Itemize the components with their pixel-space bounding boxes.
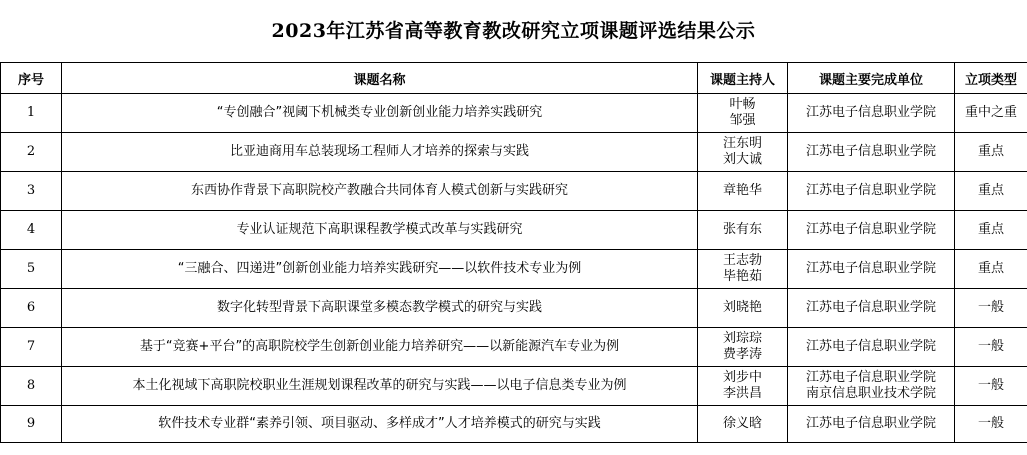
host-name: 刘晓艳 (722, 300, 762, 315)
header-host: 课题主持人 (698, 63, 788, 94)
row-hosts (698, 211, 788, 250)
row-hosts (698, 367, 788, 406)
host-name: 章艳华 (722, 183, 762, 198)
row-topic: 本土化视域下高职院校职业生涯规划课程改革的研究与实践——以电子信息类专业为例 (62, 367, 698, 406)
unit-name: 江苏电子信息职业学院 (805, 300, 936, 315)
row-hosts (698, 133, 788, 172)
unit-name: 江苏电子信息职业学院 (805, 144, 936, 159)
row-units (788, 406, 955, 443)
row-hosts (698, 94, 788, 133)
host-name: 邹强 (729, 113, 756, 128)
row-units (788, 172, 955, 211)
row-units (788, 328, 955, 367)
unit-name: 江苏电子信息职业学院 (805, 105, 936, 120)
unit-name: 江苏电子信息职业学院 (805, 183, 936, 198)
row-index: 5 (1, 250, 62, 289)
table-row (1, 211, 1027, 250)
host-name: 张有东 (722, 222, 762, 237)
row-topic: 软件技术专业群“素养引领、项目驱动、多样成才”人才培养模式的研究与实践 (62, 406, 698, 443)
row-units (788, 133, 955, 172)
unit-name: 江苏电子信息职业学院 (805, 339, 936, 354)
table-row (1, 406, 1027, 443)
row-hosts (698, 172, 788, 211)
row-topic: “三融合、四递进”创新创业能力培养实践研究——以软件技术专业为例 (62, 250, 698, 289)
row-hosts (698, 250, 788, 289)
row-type: 一般 (955, 289, 1027, 328)
row-topic: 东西协作背景下高职院校产教融合共同体育人模式创新与实践研究 (62, 172, 698, 211)
host-name: 徐义晗 (722, 416, 762, 431)
row-index: 3 (1, 172, 62, 211)
unit-name: 南京信息职业技术学院 (805, 386, 936, 401)
host-name: 李洪昌 (722, 386, 762, 401)
results-table (0, 62, 1027, 443)
header-unit: 课题主要完成单位 (788, 63, 955, 94)
row-units (788, 211, 955, 250)
table-row (1, 367, 1027, 406)
row-hosts (698, 328, 788, 367)
row-type: 重点 (955, 250, 1027, 289)
row-topic: “专创融合”视阈下机械类专业创新创业能力培养实践研究 (62, 94, 698, 133)
table-row (1, 289, 1027, 328)
page-title: 2023年江苏省高等教育教改研究立项课题评选结果公示 (271, 20, 756, 42)
row-index: 6 (1, 289, 62, 328)
table-row (1, 133, 1027, 172)
unit-name: 江苏电子信息职业学院 (805, 416, 936, 431)
host-name: 刘大诚 (722, 152, 762, 167)
row-units (788, 289, 955, 328)
table-row (1, 172, 1027, 211)
row-index: 8 (1, 367, 62, 406)
row-type: 一般 (955, 406, 1027, 443)
row-type: 一般 (955, 367, 1027, 406)
unit-name: 江苏电子信息职业学院 (805, 370, 936, 385)
row-type: 一般 (955, 328, 1027, 367)
row-index: 7 (1, 328, 62, 367)
host-name: 毕艳茹 (722, 269, 762, 284)
header-topic: 课题名称 (62, 63, 698, 94)
table-row (1, 328, 1027, 367)
host-name: 王志勃 (722, 253, 762, 268)
header-type: 立项类型 (955, 63, 1027, 94)
row-type: 重点 (955, 133, 1027, 172)
row-units (788, 367, 955, 406)
row-index: 1 (1, 94, 62, 133)
row-units (788, 94, 955, 133)
table-row (1, 250, 1027, 289)
row-topic: 基于“竞赛+平台”的高职院校学生创新创业能力培养研究——以新能源汽车专业为例 (62, 328, 698, 367)
row-topic: 比亚迪商用车总装现场工程师人才培养的探索与实践 (62, 133, 698, 172)
row-type: 重点 (955, 172, 1027, 211)
row-index: 2 (1, 133, 62, 172)
row-units (788, 250, 955, 289)
host-name: 汪东明 (722, 136, 762, 151)
host-name: 刘琮琮 (722, 331, 762, 346)
host-name: 刘步中 (722, 370, 762, 385)
table-header-row (1, 63, 1027, 94)
table-row (1, 94, 1027, 133)
header-index: 序号 (1, 63, 62, 94)
row-type: 重点 (955, 211, 1027, 250)
unit-name: 江苏电子信息职业学院 (805, 261, 936, 276)
row-type: 重中之重 (955, 94, 1027, 133)
row-index: 4 (1, 211, 62, 250)
row-topic: 数字化转型背景下高职课堂多模态教学模式的研究与实践 (62, 289, 698, 328)
row-topic: 专业认证规范下高职课程教学模式改革与实践研究 (62, 211, 698, 250)
row-index: 9 (1, 406, 62, 443)
host-name: 费孝涛 (722, 347, 762, 362)
row-hosts (698, 406, 788, 443)
row-hosts (698, 289, 788, 328)
host-name: 叶畅 (729, 97, 756, 112)
unit-name: 江苏电子信息职业学院 (805, 222, 936, 237)
